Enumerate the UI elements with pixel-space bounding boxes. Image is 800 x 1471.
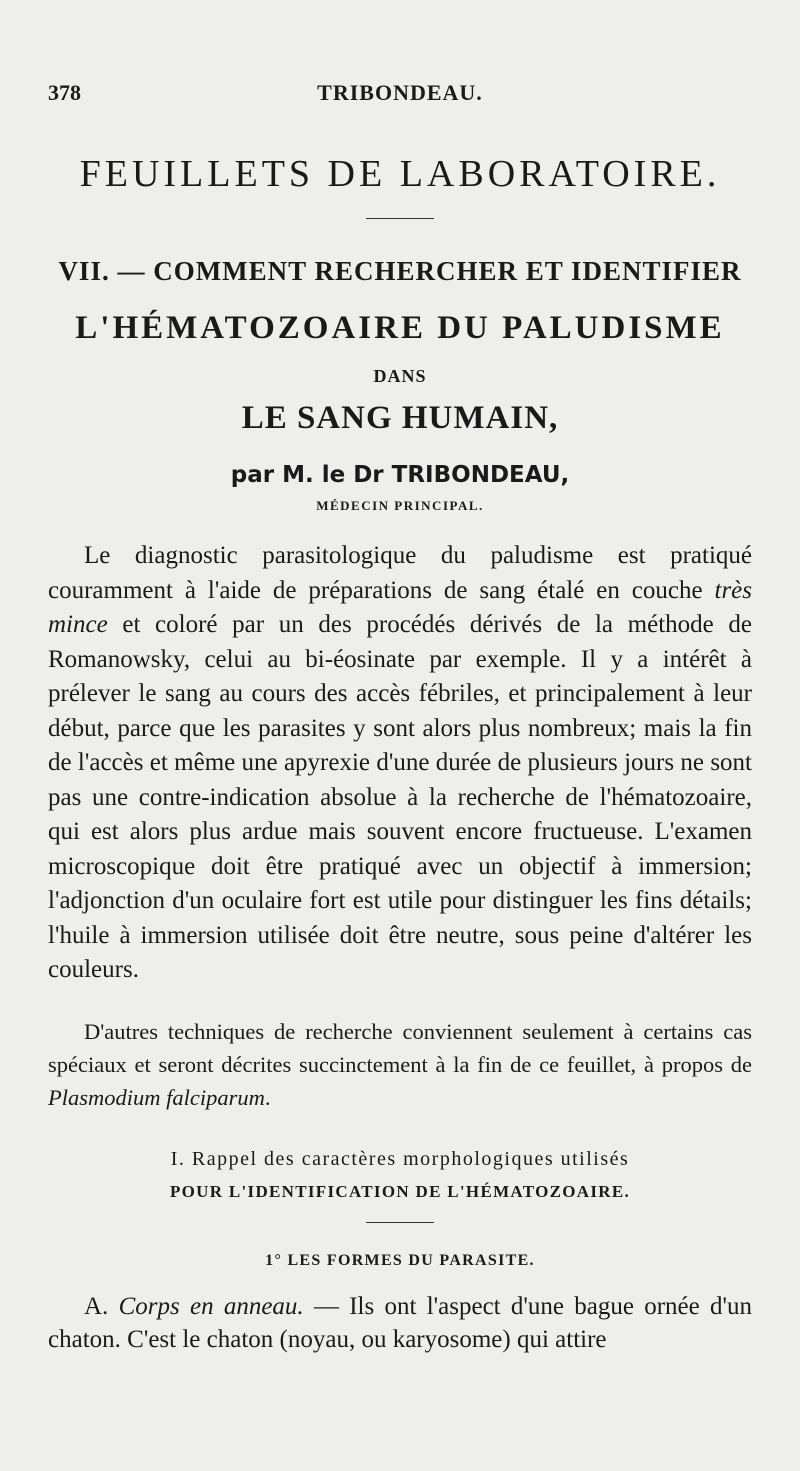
divider-rule <box>366 218 434 219</box>
paragraph-3-lead: A. <box>84 1293 119 1320</box>
section-heading-line-2: POUR L'IDENTIFICATION DE L'HÉMATOZOAIRE. <box>169 1182 631 1201</box>
section-divider-rule <box>366 1222 434 1223</box>
subsection-heading: 1° LES FORMES DU PARASITE. <box>265 1252 535 1269</box>
author-byline: par M. le Dr TRIBONDEAU, <box>230 462 570 488</box>
article-title-line-4: LE SANG HUMAIN, <box>241 400 559 436</box>
paragraph-1-text-b: et coloré par un des procédés dérivés de la méthode de Romanowsky, celui au bi-éosinate par exemple. Il y a intérêt à prélever le sang au cours des accès fébriles, et principalement à leur début, parce que les parasites y sont alors plus nombreux; mais la fin de l'accès et même une apyrexie d'une durée de plusieurs jours ne sont pas une contre-indication absolue à la recherche de l'hématozoaire, qui est alors plus ardue mais souvent encore fructueuse. L'examen microscopique doit être pratiqué avec un objectif à immersion; l'adjonction d'un oculaire fort est utile pour distinguer les fins détails; l'huile à immersion utilisée doit être neutre, sous peine d'altérer les couleurs. <box>48 611 752 983</box>
paragraph-1 <box>48 539 752 988</box>
article-title-line-1: VII. — COMMENT RECHERCHER ET IDENTIFIER <box>58 256 742 286</box>
paragraph-3-text: — Ils ont l'aspect d'une bague ornée d'un chaton. C'est le chaton (noyau, ou karyosome) qui attire <box>48 1293 752 1353</box>
paragraph-1-italic: très mince <box>48 576 752 638</box>
page-number: 378 <box>48 80 81 105</box>
running-head: TRIBONDEAU. <box>317 80 483 105</box>
section-heading-line-1: I. Rappel des caractères morphologiques utilisés <box>170 1148 630 1170</box>
series-title: FEUILLETS DE LABORATOIRE. <box>79 153 721 195</box>
article-title-line-2: L'HÉMATOZOAIRE DU PALUDISME <box>75 310 725 346</box>
paragraph-2-italic: Plasmodium falciparum <box>48 1085 265 1110</box>
page-header <box>48 80 752 110</box>
paragraph-2-text-a: D'autres techniques de recherche conviennent seulement à certains cas spéciaux et seront décrites succinctement à la fin de ce feuillet, à propos de <box>48 1019 752 1077</box>
paragraph-2 <box>48 1015 752 1114</box>
author-role: MÉDECIN PRINCIPAL. <box>316 498 484 513</box>
article-title-line-3: DANS <box>373 366 427 386</box>
paragraph-3-italic: Corps en anneau. <box>118 1293 304 1320</box>
paragraph-1-text-a: Le diagnostic parasitologique du paludisme est pratiqué couramment à l'aide de préparations de sang étalé en couche <box>48 542 752 604</box>
paragraph-2-text-b: . <box>264 1085 271 1110</box>
paragraph-3 <box>48 1290 752 1356</box>
